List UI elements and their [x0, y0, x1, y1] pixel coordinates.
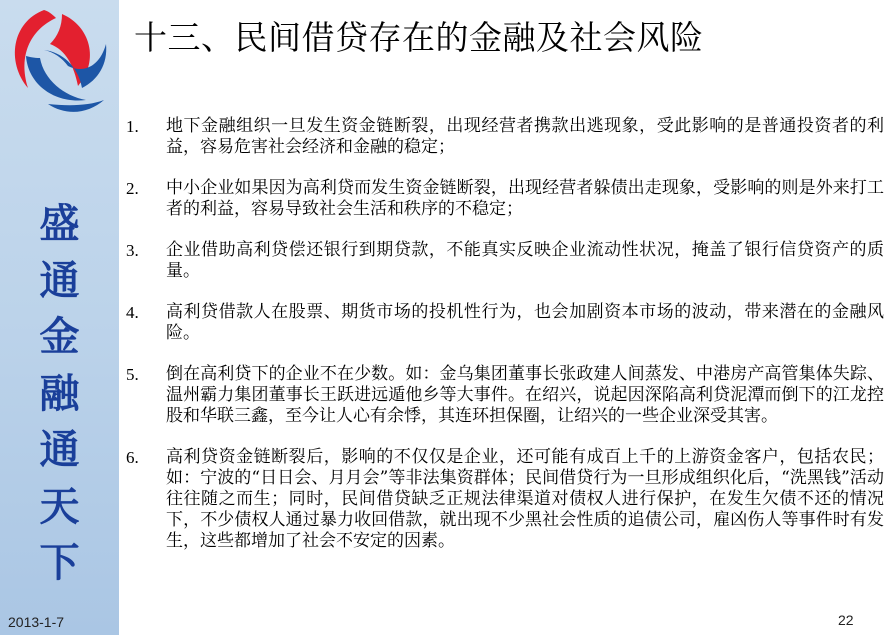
item-number: 4. [126, 303, 139, 322]
risk-list [124, 116, 884, 572]
slogan-char: 通 [39, 256, 80, 304]
item-text: 地下金融组织一旦发生资金链断裂，出现经营者携款出逃现象，受此影响的是普通投资者的利益，容易危害社会经济和金融的稳定； [166, 116, 884, 157]
item-text: 高利贷借款人在股票、期货市场的投机性行为，也会加剧资本市场的波动，带来潜在的金融风险。 [166, 302, 884, 343]
slogan-char: 天 [39, 482, 80, 530]
item-text: 倒在高利贷下的企业不在少数。如：金乌集团董事长张政建人间蒸发、中港房产高管集体失踪、温州霸力集团董事长王跃进远遁他乡等大事件。在绍兴，说起因深陷高利贷泥潭而倒下的江龙控股和华联三鑫，至今让人心有余悸，其连环担保圈，让绍兴的一些企业深受其害。 [166, 364, 884, 426]
list-item [124, 302, 884, 344]
list-item [124, 240, 884, 282]
list-item [124, 447, 884, 552]
company-logo [4, 4, 116, 122]
slogan-char: 下 [39, 539, 80, 586]
sidebar [0, 0, 119, 635]
item-number: 2. [126, 179, 139, 198]
slogan-char: 融 [39, 369, 80, 417]
item-number: 3. [126, 241, 139, 260]
page-title: 十三、民间借贷存在的金融及社会风险 [134, 18, 704, 57]
slogan-char: 盛 [39, 200, 80, 247]
list-item [124, 116, 884, 158]
sidebar-vertical-slogan [0, 196, 119, 592]
slogan-char: 通 [39, 426, 80, 473]
item-text: 中小企业如果因为高利贷而发生资金链断裂，出现经营者躲债出走现象，受影响的则是外来打工者的利益，容易导致社会生活和秩序的不稳定； [166, 178, 884, 219]
item-text: 高利贷资金链断裂后，影响的不仅仅是企业，还可能有成百上千的上游资金客户，包括农民；如：宁波的“日日会、月月会”等非法集资群体；民间借贷行为一旦形成组织化后，“洗黑钱”活动往往随之而生；同时，民间借贷缺乏正规法律渠道对债权人进行保护，在发生欠债不还的情况下，不少债权人通过暴力收回借款，就出现不少黑社会性质的追债公司，雇凶伤人等事件时有发生，这些都增加了社会不安定的因素。 [166, 447, 884, 551]
item-number: 6. [126, 448, 139, 467]
page-number: 22 [838, 612, 854, 628]
slogan-char: 金 [39, 313, 80, 360]
item-number: 5. [126, 365, 139, 384]
list-item [124, 178, 884, 220]
slide-date: 2013-1-7 [8, 614, 65, 630]
list-item [124, 364, 884, 427]
item-text: 企业借助高利贷偿还银行到期贷款，不能真实反映企业流动性状况，掩盖了银行信贷资产的质量。 [166, 240, 884, 281]
item-number: 1. [126, 117, 139, 136]
